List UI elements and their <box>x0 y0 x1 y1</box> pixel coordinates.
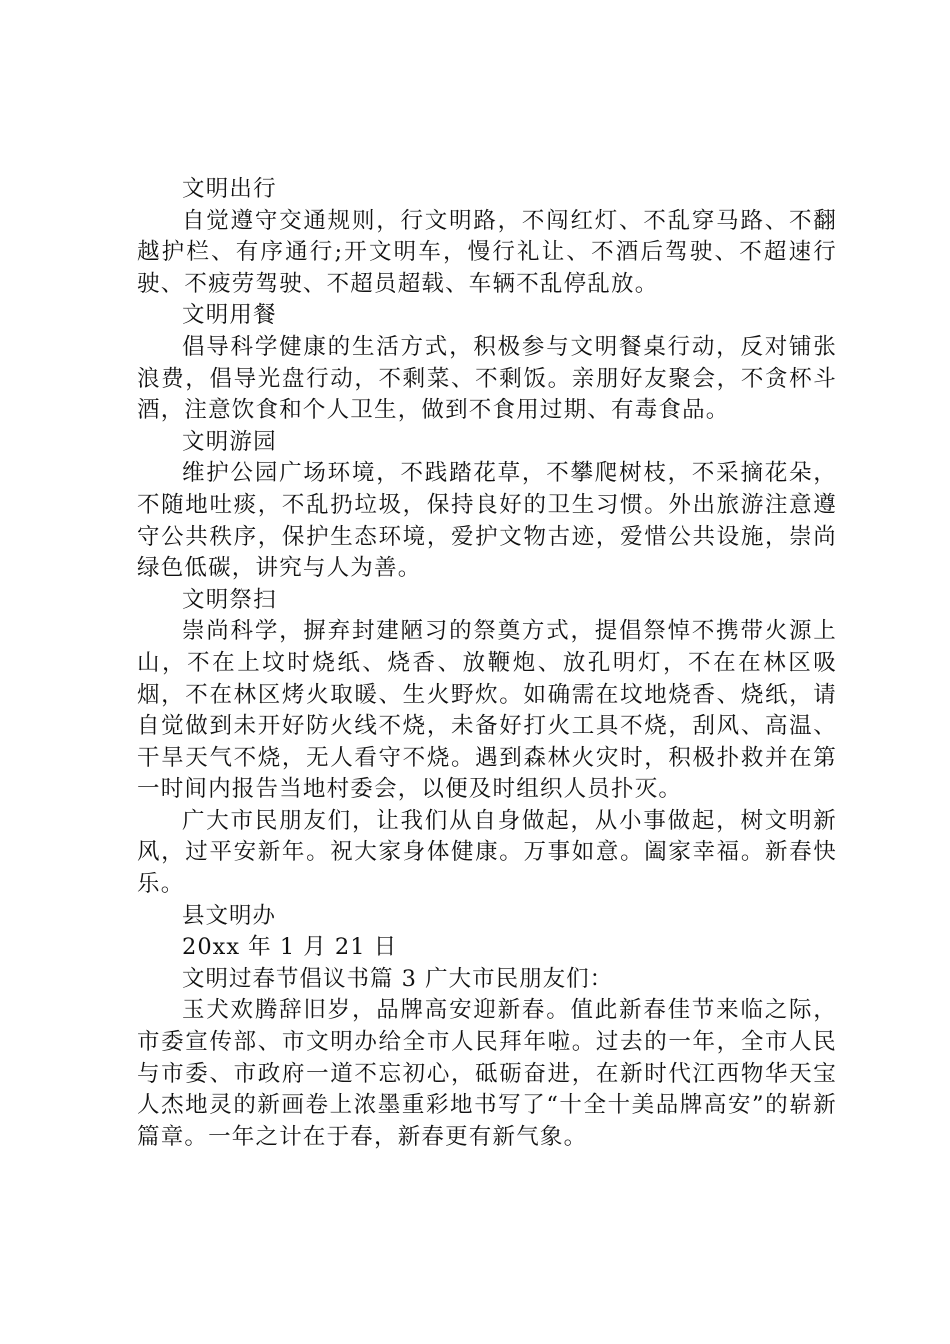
section-body-dining: 倡导科学健康的生活方式，积极参与文明餐桌行动，反对铺张浪费，倡导光盘行动，不剩菜、不剩饭。亲朋好友聚会，不贪杯斗酒，注意饮食和个人卫生，做到不食用过期、有毒食品。 <box>137 333 837 424</box>
section-heading-tomb-sweeping: 文明祭扫 <box>182 586 277 613</box>
section-heading-park: 文明游园 <box>182 428 277 455</box>
date: 20xx 年 1 月 21 日 <box>182 934 398 961</box>
section-body-park: 维护公园广场环境，不践踏花草，不攀爬树枝，不采摘花朵，不随地吐痰，不乱扔垃圾，保持良好的卫生习惯。外出旅游注意遵守公共秩序，保护生态环境，爱护文物古迹，爱惜公共设施，崇尚绿色低碳，讲究与人为善。 <box>137 460 837 582</box>
section-heading-travel: 文明出行 <box>182 176 277 202</box>
section-body-travel: 自觉遵守交通规则，行文明路，不闯红灯、不乱穿马路、不翻越护栏、有序通行;开文明车，慢行礼让、不酒后驾驶、不超速行驶、不疲劳驾驶、不超员超载、车辆不乱停乱放。 <box>137 207 837 297</box>
document-page <box>137 174 837 1153</box>
section-body-tomb-sweeping: 崇尚科学，摒弃封建陋习的祭奠方式，提倡祭悼不携带火源上山，不在上坟时烧纸、烧香、放鞭炮、放孔明灯，不在在林区吸烟，不在林区烤火取暖、生火野炊。如确需在坟地烧香、烧纸，请自觉做到未开好防火线不烧，未备好打火工具不烧，刮风、高温、干旱天气不烧，无人看守不烧。遇到森林火灾时，积极扑救并在第一时间内报告当地村委会，以便及时组织人员扑灭。 <box>137 618 837 803</box>
section-heading-dining: 文明用餐 <box>182 302 277 329</box>
next-document-title: 文明过春节倡议书篇 3 广大市民朋友们： <box>182 965 614 992</box>
signature: 县文明办 <box>182 902 277 929</box>
closing-paragraph: 广大市民朋友们，让我们从自身做起，从小事做起，树文明新风，过平安新年。祝大家身体健康。万事如意。阖家幸福。新春快乐。 <box>137 807 837 898</box>
next-document-body: 玉犬欢腾辞旧岁，品牌高安迎新春。值此新春佳节来临之际，市委宣传部、市文明办给全市人民拜年啦。过去的一年，全市人民与市委、市政府一道不忘初心，砥砺奋进，在新时代江西物华天宝人杰地灵的新画卷上浓墨重彩地书写了“十全十美品牌高安”的崭新篇章。一年之计在于春，新春更有新气象。 <box>137 997 837 1150</box>
